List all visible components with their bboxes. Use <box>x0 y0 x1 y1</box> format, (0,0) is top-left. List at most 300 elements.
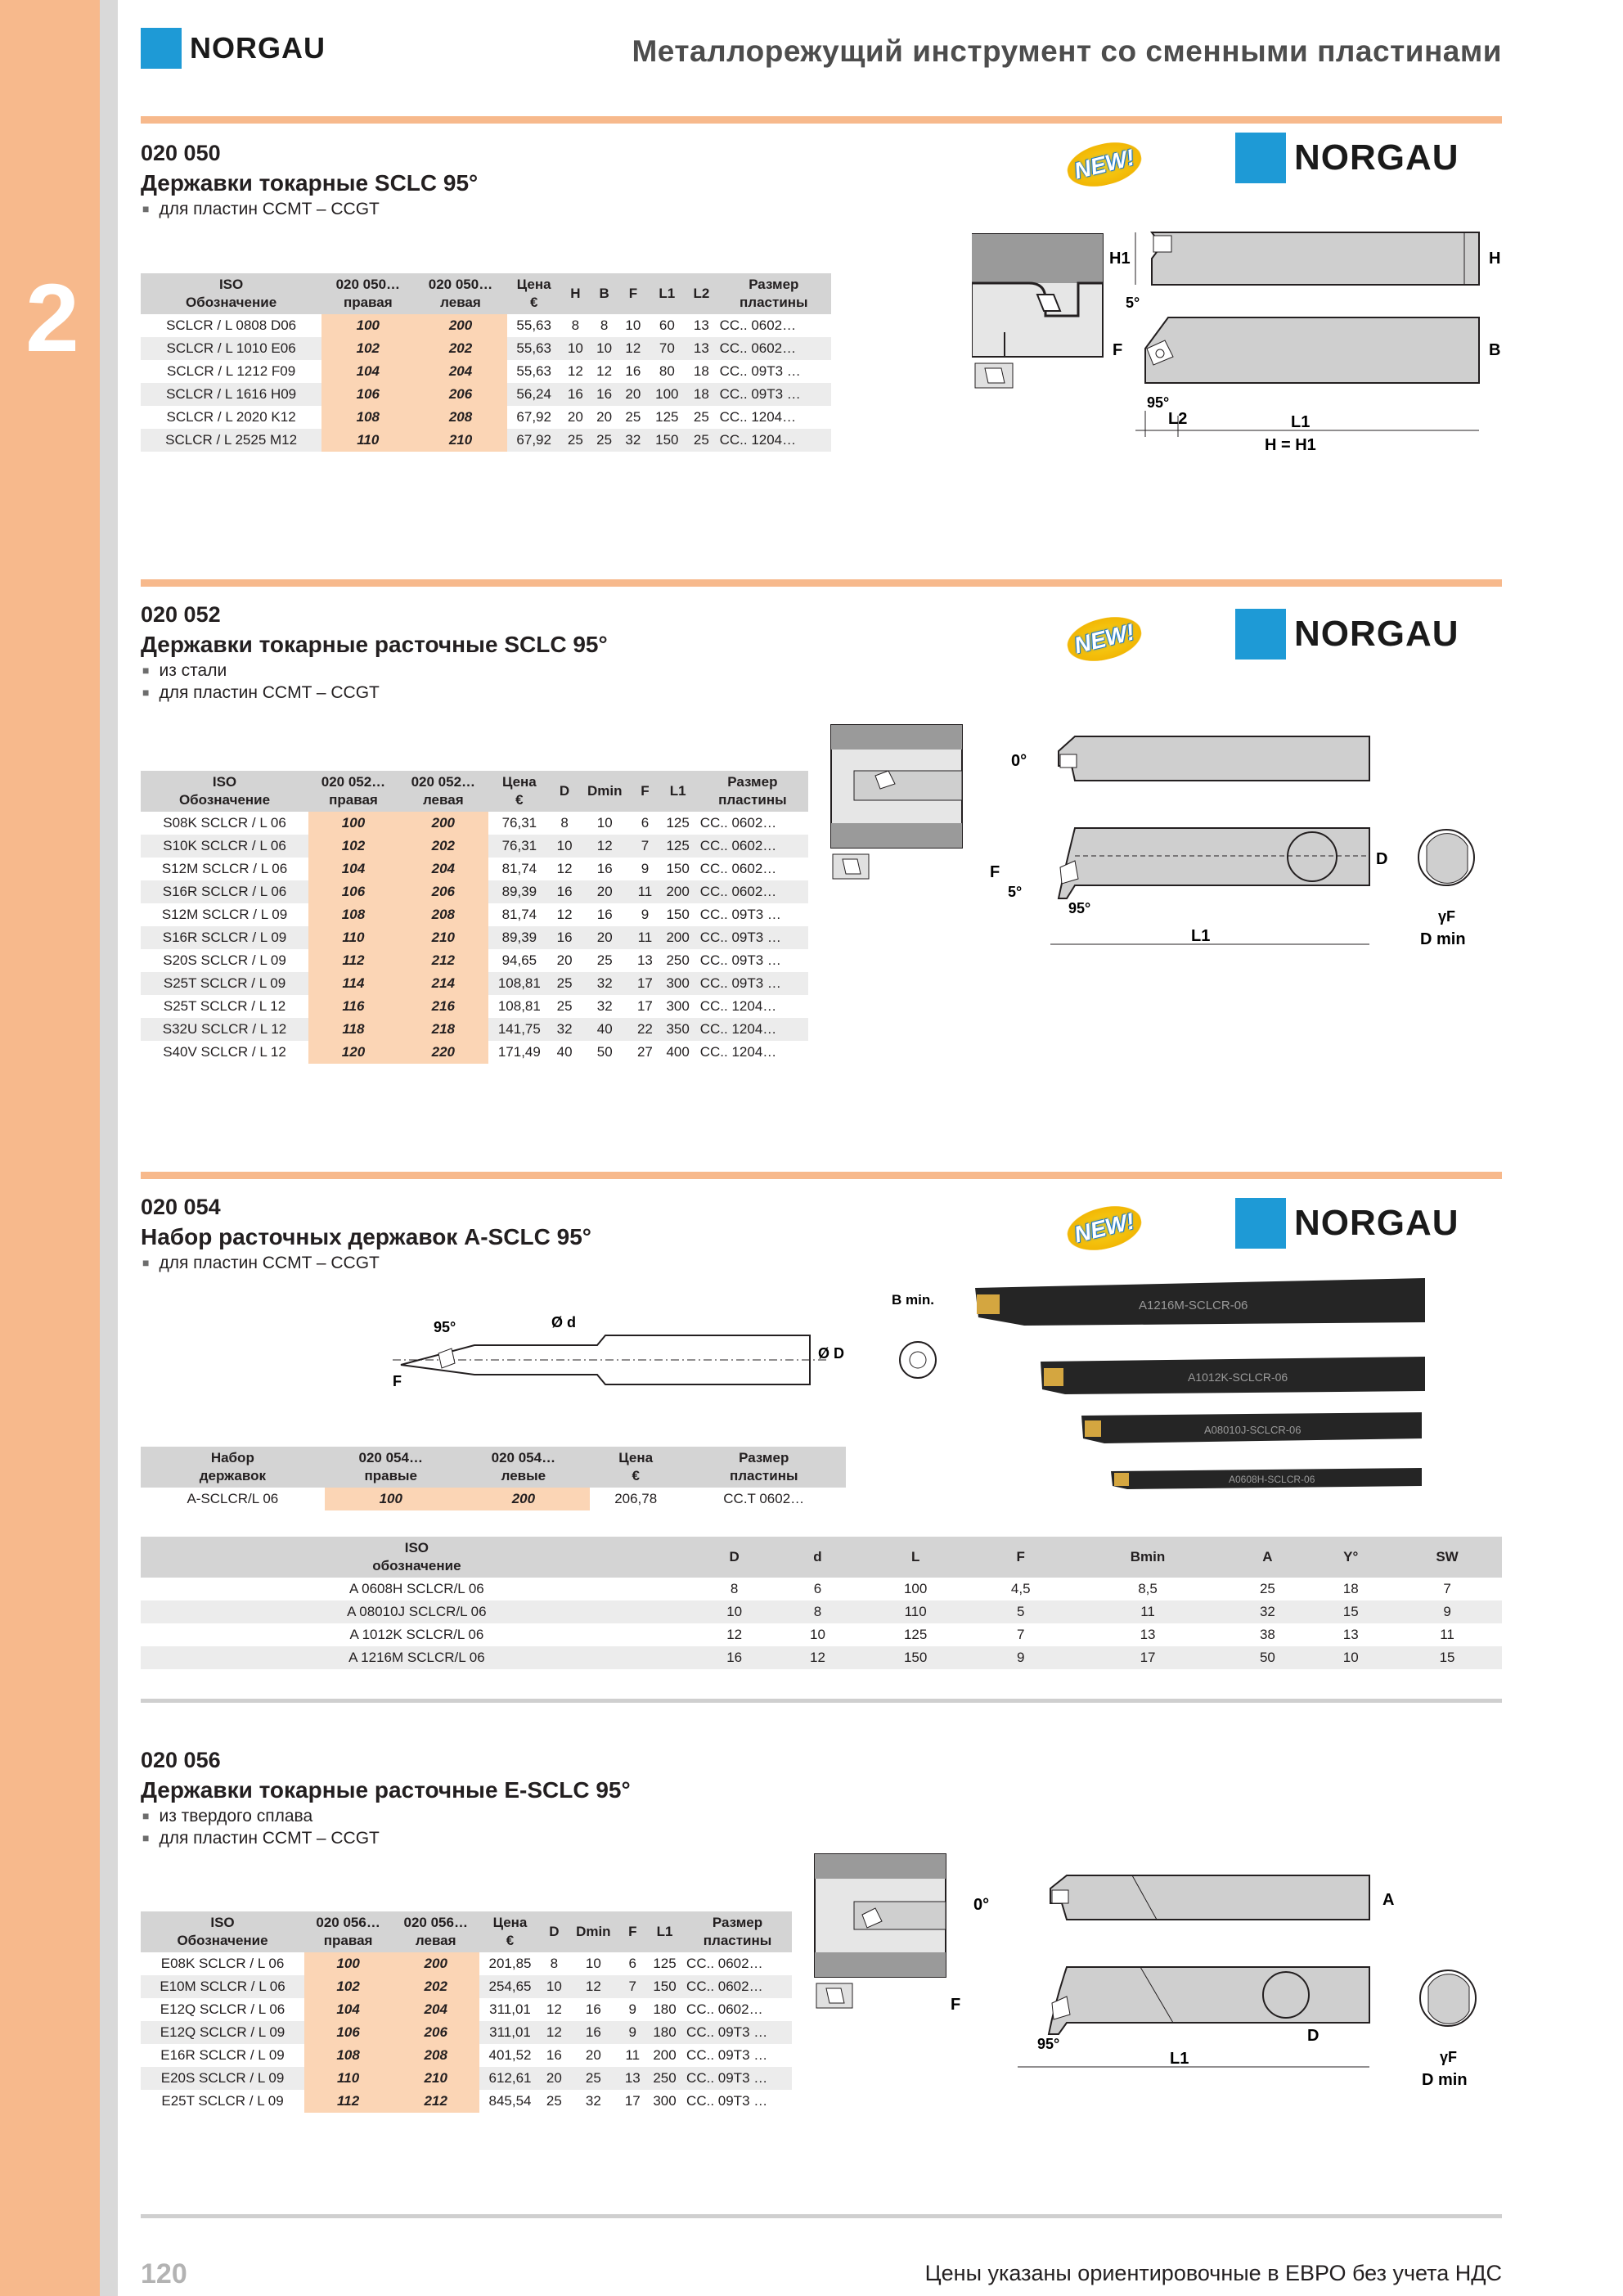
table-header-row <box>141 273 831 314</box>
table-cell: 220 <box>398 1041 488 1064</box>
table-cell: 11 <box>625 2047 641 2063</box>
table-cell: 11 <box>1070 1600 1226 1623</box>
table-cell: 17 <box>1070 1646 1226 1669</box>
table-cell: E20S SCLCR / L 09 <box>141 2067 304 2090</box>
table-cell: 12 <box>546 2001 562 2017</box>
table-cell: 32 <box>596 998 613 1014</box>
divider <box>141 116 1502 124</box>
dim-label: F <box>1113 341 1123 359</box>
dim-label: L1 <box>1291 413 1311 431</box>
column-header-line: L1 <box>669 783 686 799</box>
section-code: 020 052 <box>141 602 221 627</box>
column-header-line: пластины <box>740 295 808 310</box>
table-cell: 202 <box>398 835 488 858</box>
table-row <box>141 429 831 452</box>
table-cell: CC.. 09T3 … <box>697 926 808 949</box>
table-cell: 200 <box>392 1952 479 1975</box>
table-cell: 12 <box>541 2021 568 2044</box>
boring-bar-drawing <box>829 723 1500 969</box>
bullet: ■ для пластин CCMT – CCGT <box>142 1829 380 1848</box>
new-badge: NEW! <box>1063 136 1145 194</box>
table-cell: 20 <box>618 383 647 406</box>
side-view <box>1109 232 1500 285</box>
column-header <box>321 273 414 314</box>
column-header <box>693 1537 776 1578</box>
divider <box>141 579 1502 587</box>
table-cell: 20 <box>585 2047 601 2063</box>
column-header-line: Цена <box>618 1450 654 1465</box>
bar-engraving: A1216M-SCLCR-06 <box>1139 1299 1248 1312</box>
table-cell: 8 <box>776 1600 860 1623</box>
table-cell: 20 <box>596 409 613 425</box>
column-header-line: ISO <box>218 277 244 292</box>
table-cell: 350 <box>659 1018 697 1041</box>
table-cell: 206 <box>398 880 488 903</box>
table-row <box>141 1578 1502 1600</box>
column-header-line: Размер <box>727 774 778 790</box>
table-cell: 11 <box>631 926 659 949</box>
table-cell: SCLCR / L 1010 E06 <box>141 337 321 360</box>
table-cell: CC.. 1204… <box>717 429 831 452</box>
table-row <box>141 858 808 880</box>
set-table <box>141 1447 846 1510</box>
dim-label: D min <box>1420 930 1466 948</box>
column-header-line: d <box>813 1549 822 1564</box>
column-header <box>590 1447 682 1488</box>
column-header-line: правые <box>364 1468 418 1483</box>
table-cell: 16 <box>596 861 613 876</box>
table-cell: 200 <box>659 926 697 949</box>
column-header <box>457 1447 590 1488</box>
divider <box>141 1699 1502 1703</box>
section-code: 020 054 <box>141 1195 221 1219</box>
column-header-line: ISO <box>404 1540 429 1555</box>
table-cell: 214 <box>398 972 488 995</box>
dim-label: B min. <box>892 1294 934 1308</box>
table-cell: 17 <box>631 972 659 995</box>
section-code: 020 056 <box>141 1748 221 1772</box>
table-cell: CC.. 09T3 … <box>686 2047 768 2063</box>
set-contents-table <box>141 1537 1502 1669</box>
table-cell: 25 <box>625 409 641 425</box>
table-cell: CC.. 09T3 … <box>699 952 781 968</box>
column-header-line: Набор <box>210 1450 254 1465</box>
table-cell: 202 <box>414 337 506 360</box>
dim-label: 0° <box>973 1896 990 1914</box>
table-cell: 204 <box>398 858 488 880</box>
end-view <box>1418 830 1474 948</box>
table-row <box>141 1952 792 1975</box>
table-cell: 81,74 <box>501 907 537 922</box>
column-header <box>681 1447 846 1488</box>
table-cell: 104 <box>304 1998 392 2021</box>
dim-label: 95° <box>1147 394 1170 411</box>
table-cell: 110 <box>321 429 414 452</box>
table-cell: 12 <box>556 907 573 922</box>
table-cell: A-SCLCR/L 06 <box>187 1491 279 1506</box>
table-cell: E12Q SCLCR / L 06 <box>160 2001 285 2017</box>
table-cell: 18 <box>686 383 716 406</box>
table-cell: 100 <box>903 1581 928 1596</box>
column-header <box>646 1911 683 1952</box>
table-cell: 210 <box>414 429 506 452</box>
table-cell: 38 <box>1259 1627 1275 1642</box>
column-header-line: L2 <box>693 286 710 301</box>
table-cell: S25T SCLCR / L 09 <box>141 972 308 995</box>
dim-label: D min <box>1422 2071 1468 2089</box>
table-cell: 10 <box>625 317 641 333</box>
column-header-line: ISO <box>210 1915 235 1930</box>
page-title: Металлорежущий инструмент со сменными пластинами <box>632 34 1502 68</box>
dim-label: 5° <box>1126 295 1140 311</box>
column-header-line: правая <box>329 792 378 808</box>
table-cell: 106 <box>308 880 398 903</box>
dim-label: H = H1 <box>1265 436 1316 454</box>
table-cell: 32 <box>551 1018 578 1041</box>
column-header-line: левая <box>422 792 464 808</box>
column-header-line: Y° <box>1343 1549 1359 1564</box>
dim-label: F <box>951 1996 961 2014</box>
column-header-line: 020 052… <box>411 774 476 790</box>
dim-label: 95° <box>1037 2036 1060 2052</box>
column-header <box>1309 1537 1392 1578</box>
table-cell: 6 <box>641 815 650 831</box>
table-cell: CC.. 09T3 … <box>686 2093 768 2109</box>
table-cell: 108,81 <box>488 972 551 995</box>
table-cell: SCLCR / L 0808 D06 <box>166 317 297 333</box>
table-cell: 60 <box>659 317 675 333</box>
column-header-line: Обозначение <box>178 792 271 808</box>
table-cell: 16 <box>693 1646 776 1669</box>
table-cell: CC.. 0602… <box>697 880 808 903</box>
logo-square-icon <box>141 28 182 69</box>
table-cell: 25 <box>568 2067 619 2090</box>
table-row <box>141 903 808 926</box>
table-cell: 311,01 <box>489 2001 531 2017</box>
new-badge: NEW! <box>1063 610 1145 669</box>
table-row <box>141 835 808 858</box>
table-cell: 10 <box>541 1975 568 1998</box>
bullet: ■ из стали <box>142 661 227 681</box>
table-cell: CC.. 09T3 … <box>717 383 831 406</box>
table-cell: 89,39 <box>488 926 551 949</box>
table-cell: A 1216M SCLCR/L 06 <box>141 1646 693 1669</box>
table-cell: 20 <box>578 926 631 949</box>
dim-label: D <box>1376 850 1388 868</box>
table-cell: 25 <box>556 998 573 1014</box>
table-cell: CC.. 0602… <box>719 317 797 333</box>
section-logo <box>1235 609 1459 660</box>
table-cell: 76,31 <box>501 815 537 831</box>
table-cell: 116 <box>308 995 398 1018</box>
dim-label: L1 <box>1170 2050 1189 2068</box>
dim-label: L1 <box>1191 927 1211 945</box>
table-cell: 10 <box>693 1600 776 1623</box>
bar-engraving: A08010J-SCLCR-06 <box>1204 1424 1302 1436</box>
table-cell: 118 <box>308 1018 398 1041</box>
table-row <box>141 926 808 949</box>
column-header-line: Размер <box>712 1915 763 1930</box>
column-header-line: обозначение <box>372 1558 461 1573</box>
table-cell: 7 <box>1016 1627 1025 1642</box>
table-cell: 300 <box>659 972 697 995</box>
table-cell: 141,75 <box>488 1018 551 1041</box>
section-logo <box>1235 133 1459 183</box>
table-cell: 12 <box>776 1646 860 1669</box>
workpiece-sketch <box>972 234 1103 388</box>
table-cell: 150 <box>666 861 690 876</box>
table-cell: 10 <box>1309 1646 1392 1669</box>
column-header <box>141 1537 693 1578</box>
table-cell: 110 <box>308 926 398 949</box>
column-header-line: € <box>515 792 524 808</box>
table-cell: S20S SCLCR / L 09 <box>163 952 286 968</box>
logo-square-icon <box>1235 133 1286 183</box>
table-header-row <box>141 1911 792 1952</box>
table-cell: 25 <box>561 429 590 452</box>
table-cell: S25T SCLCR / L 12 <box>163 998 286 1014</box>
table-cell: 125 <box>655 409 679 425</box>
table-cell: 25 <box>546 2093 562 2109</box>
table-cell: CC.. 1204… <box>719 409 797 425</box>
table-cell: S32U SCLCR / L 12 <box>141 1018 308 1041</box>
table-cell: 20 <box>541 2067 568 2090</box>
table-cell: 612,61 <box>479 2067 540 2090</box>
column-header-line: D <box>729 1549 740 1564</box>
column-header <box>578 771 631 812</box>
side-gray-strip <box>100 0 118 2296</box>
holder-drawing <box>972 226 1508 471</box>
table-row <box>141 949 808 972</box>
column-header <box>304 1911 392 1952</box>
dim-label: H <box>1489 250 1501 268</box>
column-header-line: Размер <box>749 277 799 292</box>
table-cell: 16 <box>568 2021 619 2044</box>
column-header-line: € <box>506 1933 515 1948</box>
table-cell: 12 <box>567 363 583 379</box>
section-title: Державки токарные расточные E-SCLC 95° <box>141 1777 631 1803</box>
top-view <box>951 1967 1369 2068</box>
table-cell: 218 <box>398 1018 488 1041</box>
top-view <box>990 828 1387 945</box>
table-cell: 208 <box>392 2044 479 2067</box>
table-cell: 11 <box>631 880 659 903</box>
table-cell: 50 <box>596 1044 613 1060</box>
dim-label: L2 <box>1168 410 1188 428</box>
table-cell: 13 <box>636 952 653 968</box>
table-cell: S16R SCLCR / L 06 <box>141 880 308 903</box>
column-header-line: Цена <box>516 277 551 292</box>
table-cell: 13 <box>686 337 716 360</box>
column-header-line: € <box>529 295 538 310</box>
table-cell: 180 <box>646 2021 683 2044</box>
column-header-line: Размер <box>739 1450 789 1465</box>
table-cell: 9 <box>641 861 650 876</box>
table-cell: 112 <box>308 949 398 972</box>
end-view <box>1420 1970 1476 2089</box>
column-header-line: пластины <box>718 792 787 808</box>
column-header-line: L <box>910 1549 920 1564</box>
column-header <box>1392 1537 1502 1578</box>
table-cell: CC.. 0602… <box>717 337 831 360</box>
table-cell: 32 <box>585 2093 601 2109</box>
table-cell: 106 <box>321 383 414 406</box>
table-cell: 108 <box>304 2044 392 2067</box>
table-cell: 150 <box>859 1646 972 1669</box>
table-cell: 13 <box>619 2067 646 2090</box>
table-cell: 201,85 <box>488 1956 532 1971</box>
table-cell: 150 <box>646 1975 683 1998</box>
table-cell: 114 <box>308 972 398 995</box>
logo-text: NORGAU <box>190 31 326 65</box>
column-header-line: Цена <box>492 1915 528 1930</box>
table-cell: 12 <box>596 363 613 379</box>
table-cell: 10 <box>810 1627 825 1642</box>
table-cell: A 08010J SCLCR/L 06 <box>141 1600 693 1623</box>
table-cell: 15 <box>1392 1646 1502 1669</box>
section-title: Набор расточных державок A-SCLC 95° <box>141 1224 591 1249</box>
table-cell: 150 <box>666 907 690 922</box>
table-cell: 10 <box>596 815 613 831</box>
table-cell: 9 <box>1392 1600 1502 1623</box>
dim-label: γF <box>1438 908 1456 925</box>
column-header-line: 020 056… <box>316 1915 380 1930</box>
table-row <box>141 383 831 406</box>
table-cell: 12 <box>618 337 647 360</box>
table-row <box>141 1018 808 1041</box>
column-header-line: Bmin <box>1130 1549 1166 1564</box>
product-table <box>141 273 831 452</box>
table-cell: 200 <box>457 1488 590 1510</box>
column-header <box>619 1911 646 1952</box>
table-row <box>141 2021 792 2044</box>
column-header-line: D <box>559 783 570 799</box>
table-row <box>141 337 831 360</box>
dim-label: Ø D <box>818 1345 845 1362</box>
table-row <box>141 812 808 835</box>
dim-label: 5° <box>1008 884 1023 900</box>
table-cell: E12Q SCLCR / L 09 <box>141 2021 304 2044</box>
dim-label: 95° <box>1068 900 1091 916</box>
table-cell: 20 <box>556 952 573 968</box>
table-row <box>141 406 831 429</box>
logo-square-icon <box>1235 1198 1286 1249</box>
table-cell: 300 <box>653 2093 677 2109</box>
table-cell: 16 <box>551 880 578 903</box>
column-header-line: левая <box>415 1933 456 1948</box>
new-badge: NEW! <box>1063 1200 1145 1258</box>
column-header-line: пластины <box>703 1933 772 1948</box>
logo-text: NORGAU <box>1294 137 1459 178</box>
table-cell: 206 <box>414 383 506 406</box>
column-header-line: ISO <box>212 774 237 790</box>
bar-engraving: A0608H-SCLCR-06 <box>1229 1474 1315 1485</box>
table-row <box>141 1488 846 1510</box>
column-header-line: 020 050… <box>335 277 401 292</box>
table-cell: 110 <box>304 2067 392 2090</box>
column-header-line: Обозначение <box>186 295 277 310</box>
table-cell: 16 <box>596 907 613 922</box>
table-cell: CC.. 09T3 … <box>683 2067 792 2090</box>
table-cell: SCLCR / L 1212 F09 <box>167 363 296 379</box>
table-cell: 125 <box>659 835 697 858</box>
table-row <box>141 360 831 383</box>
column-header <box>141 1447 325 1488</box>
table-cell: S10K SCLCR / L 06 <box>141 835 308 858</box>
table-cell: 16 <box>625 363 641 379</box>
table-cell: E25T SCLCR / L 09 <box>161 2093 284 2109</box>
table-cell: 80 <box>659 363 675 379</box>
table-cell: SCLCR / L 2020 K12 <box>166 409 296 425</box>
table-cell: 100 <box>308 812 398 835</box>
table-cell: 250 <box>646 2067 683 2090</box>
table-cell: 400 <box>666 1044 690 1060</box>
column-header <box>479 1911 540 1952</box>
table-cell: 210 <box>398 926 488 949</box>
table-cell: 208 <box>414 406 506 429</box>
column-header <box>488 771 551 812</box>
table-cell: 102 <box>321 337 414 360</box>
table-cell: 311,01 <box>479 2021 540 2044</box>
column-header <box>631 771 659 812</box>
bullet: ■ для пластин CCMT – CCGT <box>142 683 380 703</box>
table-cell: 40 <box>578 1018 631 1041</box>
table-cell: 10 <box>551 835 578 858</box>
table-row <box>141 2044 792 2067</box>
table-cell: 10 <box>561 337 590 360</box>
table-cell: CC.. 0602… <box>686 2001 763 2017</box>
column-header <box>697 771 808 812</box>
column-header <box>141 771 308 812</box>
table-cell: 100 <box>325 1488 457 1510</box>
table-cell: 76,31 <box>488 835 551 858</box>
table-cell: 55,63 <box>507 337 561 360</box>
column-header-line: SW <box>1436 1549 1459 1564</box>
table-cell: 125 <box>903 1627 928 1642</box>
table-cell: 112 <box>304 2090 392 2113</box>
table-cell: 16 <box>551 926 578 949</box>
table-cell: 6 <box>813 1581 822 1596</box>
chapter-number: 2 <box>25 264 79 372</box>
column-header-line: Dmin <box>576 1924 611 1939</box>
table-cell: 108,81 <box>497 998 541 1014</box>
table-cell: 102 <box>308 835 398 858</box>
table-cell: 67,92 <box>516 409 551 425</box>
column-header-line: пластины <box>729 1468 798 1483</box>
table-cell: S40V SCLCR / L 12 <box>163 1044 286 1060</box>
table-cell: 125 <box>653 1956 677 1971</box>
side-view <box>1011 736 1369 781</box>
table-cell: 27 <box>636 1044 653 1060</box>
table-cell: 81,74 <box>501 861 537 876</box>
table-cell: 216 <box>398 995 488 1018</box>
table-cell: 104 <box>321 360 414 383</box>
table-cell: 200 <box>414 314 506 337</box>
column-header-line: B <box>599 286 609 301</box>
column-header-line: 020 054… <box>491 1450 556 1465</box>
table-cell: 100 <box>321 314 414 337</box>
table-cell: 8 <box>560 815 569 831</box>
dim-label: H1 <box>1109 250 1131 268</box>
column-header-line: H <box>570 286 581 301</box>
table-cell: 204 <box>414 360 506 383</box>
table-cell: 55,63 <box>516 363 551 379</box>
table-cell: 32 <box>578 972 631 995</box>
column-header <box>776 1537 860 1578</box>
table-cell: 40 <box>556 1044 573 1060</box>
table-cell: CC.. 1204… <box>699 998 777 1014</box>
column-header-line: Обозначение <box>177 1933 268 1948</box>
